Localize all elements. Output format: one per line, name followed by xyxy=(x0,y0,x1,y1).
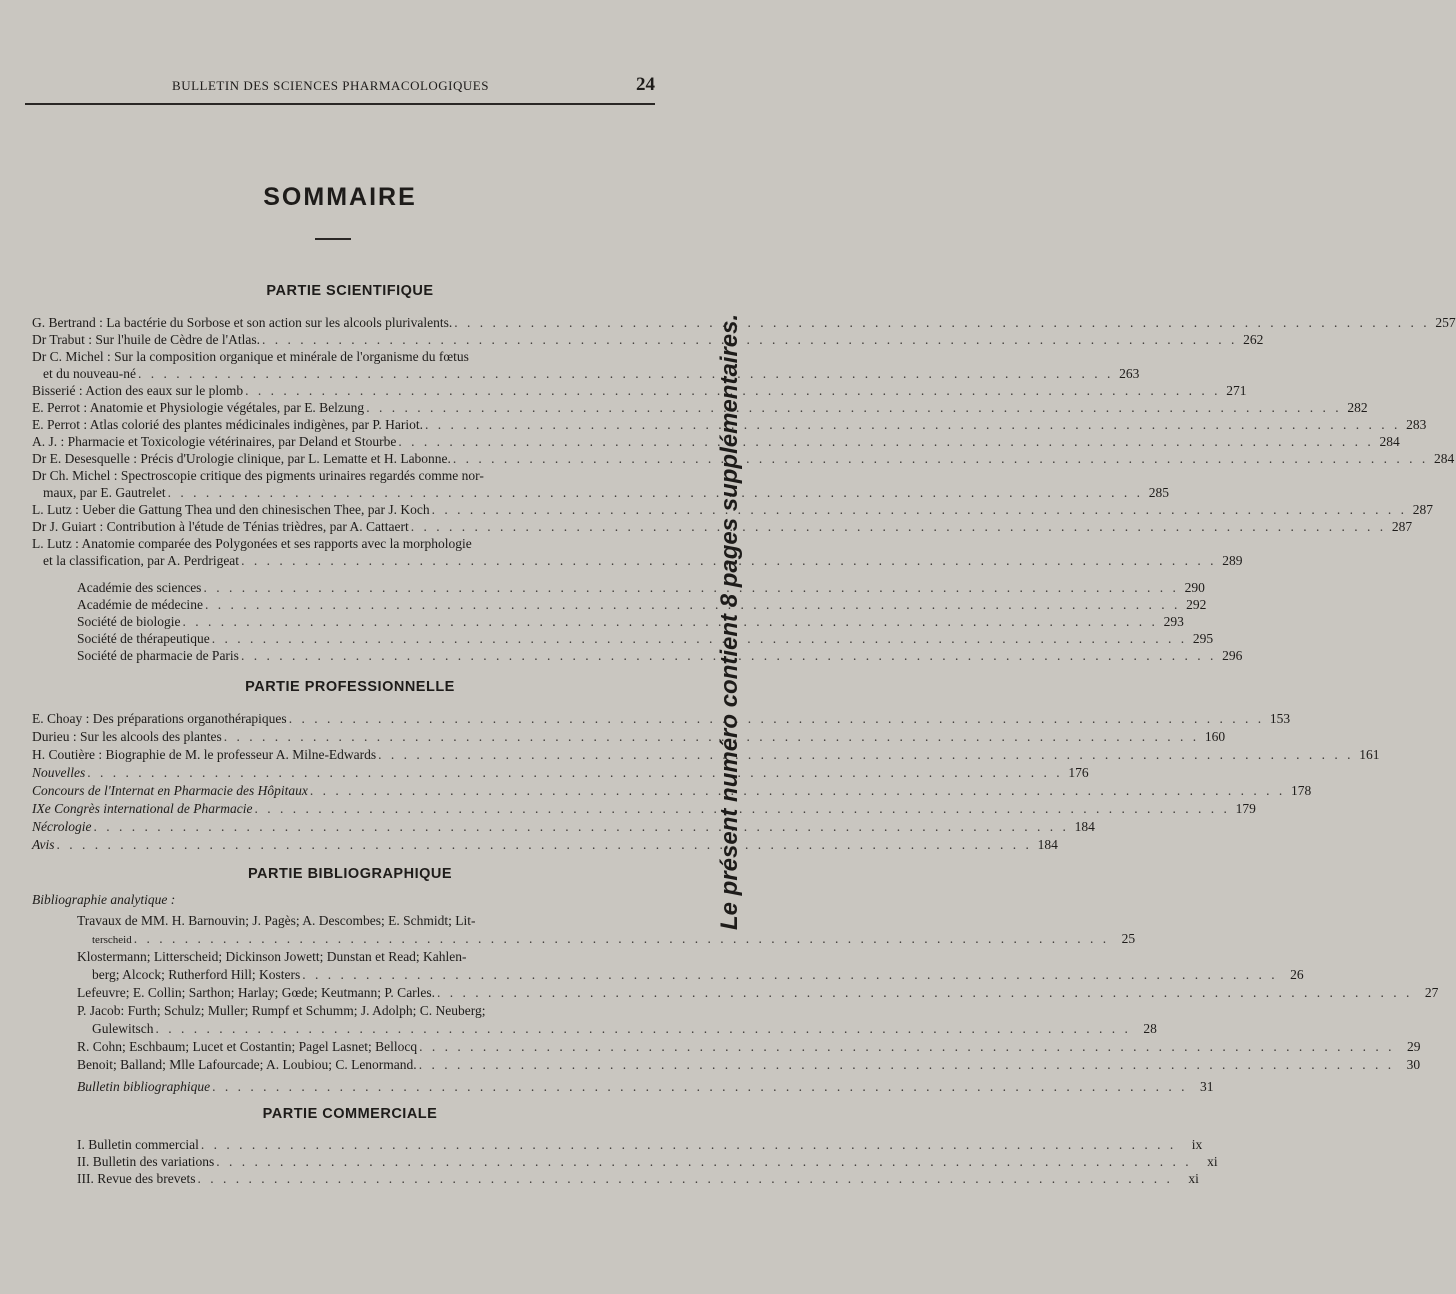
toc-entry: Gulewitsch . . . 28 xyxy=(92,1020,667,1037)
section-heading-scientifique: PARTIE SCIENTIFIQUE xyxy=(266,283,434,299)
toc-entry: Dr Trabut : Sur l'huile de Cèdre de l'Atlas. . . . 262 xyxy=(32,331,652,348)
toc-entry: Dr J. Guiart : Contribution à l'étude de Ténias trièdres, par A. Cattaert . . . 287 xyxy=(32,518,652,535)
toc-entry: berg; Alcock; Rutherford Hill; Kosters . . . 26 xyxy=(92,966,667,983)
running-title: BULLETIN DES SCIENCES PHARMACOLOGIQUES xyxy=(172,78,489,93)
toc-entry: Académie de médecine . . . 292 xyxy=(77,596,652,613)
toc-entry: E. Perrot : Atlas colorié des plantes médicinales indigènes, par P. Hariot. . . . 283 xyxy=(32,416,652,433)
toc-entry: Académie des sciences . . . 290 xyxy=(77,579,652,596)
header-rule xyxy=(25,103,655,105)
toc-entry: Bibliographie analytique : xyxy=(32,892,176,907)
toc-entry: Durieu : Sur les alcools des plantes . . . 160 xyxy=(32,728,652,745)
toc-entry: E. Perrot : Anatomie et Physiologie végétales, par E. Belzung . . . 282 xyxy=(32,399,652,416)
toc-entry: E. Choay : Des préparations organothérapiques . . . 153 xyxy=(32,710,652,727)
side-note-supplement: Le présent numéro contient 8 pages supplémentaires. xyxy=(716,313,743,930)
toc-entry: Dr C. Michel : Sur la composition organique et minérale de l'organisme du fœtus xyxy=(32,349,469,364)
toc-entry: Société de biologie . . . 293 xyxy=(77,613,652,630)
page-title: SOMMAIRE xyxy=(263,183,417,211)
toc-entry: Travaux de MM. H. Barnouvin; J. Pagès; A. Descombes; E. Schmidt; Lit- xyxy=(77,913,476,928)
toc-entry: Société de pharmacie de Paris . . . 296 xyxy=(77,647,652,664)
toc-entry: P. Jacob: Furth; Schulz; Muller; Rumpf et Schumm; J. Adolph; C. Neuberg; xyxy=(77,1003,486,1018)
toc-entry: Dr Ch. Michel : Spectroscopie critique des pigments urinaires regardés comme nor- xyxy=(32,468,484,483)
toc-entry: A. J. : Pharmacie et Toxicologie vétérinaires, par Deland et Stourbe . . . 284 xyxy=(32,433,652,450)
toc-entry: II. Bulletin des variations . . . xi xyxy=(77,1153,667,1170)
toc-entry: IXe Congrès international de Pharmacie . . . 179 xyxy=(32,800,652,817)
toc-entry: Bisserié : Action des eaux sur le plomb . . . 271 xyxy=(32,382,652,399)
toc-entry: Nécrologie . . . 184 xyxy=(32,818,652,835)
toc-entry: Nouvelles . . . 176 xyxy=(32,764,652,781)
toc-entry: L. Lutz : Anatomie comparée des Polygonées et ses rapports avec la morphologie xyxy=(32,536,472,551)
toc-entry: G. Bertrand : La bactérie du Sorbose et son action sur les alcools plurivalents. . . . 257 xyxy=(32,314,652,331)
toc-entry: Bulletin bibliographique . . . 31 xyxy=(77,1078,667,1095)
toc-entry: III. Revue des brevets . . . xi xyxy=(77,1170,667,1187)
toc-entry: H. Coutière : Biographie de M. le professeur A. Milne-Edwards . . . 161 xyxy=(32,746,652,763)
toc-entry: et du nouveau-né . . . 263 xyxy=(43,365,652,382)
toc-entry: Société de thérapeutique . . . 295 xyxy=(77,630,652,647)
toc-entry: R. Cohn; Eschbaum; Lucet et Costantin; Pagel Lasnet; Bellocq . . . 29 xyxy=(77,1038,667,1055)
title-rule xyxy=(315,238,351,240)
toc-entry: Klostermann; Litterscheid; Dickinson Jowett; Dunstan et Read; Kahlen- xyxy=(77,949,467,964)
running-header xyxy=(25,74,655,96)
toc-entry: Dr E. Desesquelle : Précis d'Urologie clinique, par L. Lematte et H. Labonne. . . . 284 xyxy=(32,450,652,467)
toc-entry: Concours de l'Internat en Pharmacie des Hôpitaux . . . 178 xyxy=(32,782,652,799)
toc-entry: Lefeuvre; E. Collin; Sarthon; Harlay; Gœde; Keutmann; P. Carles. . . . 27 xyxy=(77,984,667,1001)
toc-entry: et la classification, par A. Perdrigeat . . . 289 xyxy=(43,552,652,569)
toc-entry: Avis . . . 184 xyxy=(32,836,652,853)
section-heading-commerciale: PARTIE COMMERCIALE xyxy=(262,1106,438,1122)
toc-entry: L. Lutz : Ueber die Gattung Thea und den chinesischen Thee, par J. Koch . . . 287 xyxy=(32,501,652,518)
section-heading-professionnelle: PARTIE PROFESSIONNELLE xyxy=(245,679,455,695)
toc-entry: Benoit; Balland; Mlle Lafourcade; A. Loubiou; C. Lenormand. . . . 30 xyxy=(77,1056,667,1073)
section-heading-bibliographique: PARTIE BIBLIOGRAPHIQUE xyxy=(247,866,453,882)
toc-entry: terscheid . . . 25 xyxy=(92,930,667,947)
toc-entry: I. Bulletin commercial . . . ix xyxy=(77,1136,667,1153)
page-number: 24 xyxy=(636,74,655,95)
toc-entry: maux, par E. Gautrelet . . . 285 xyxy=(43,484,652,501)
